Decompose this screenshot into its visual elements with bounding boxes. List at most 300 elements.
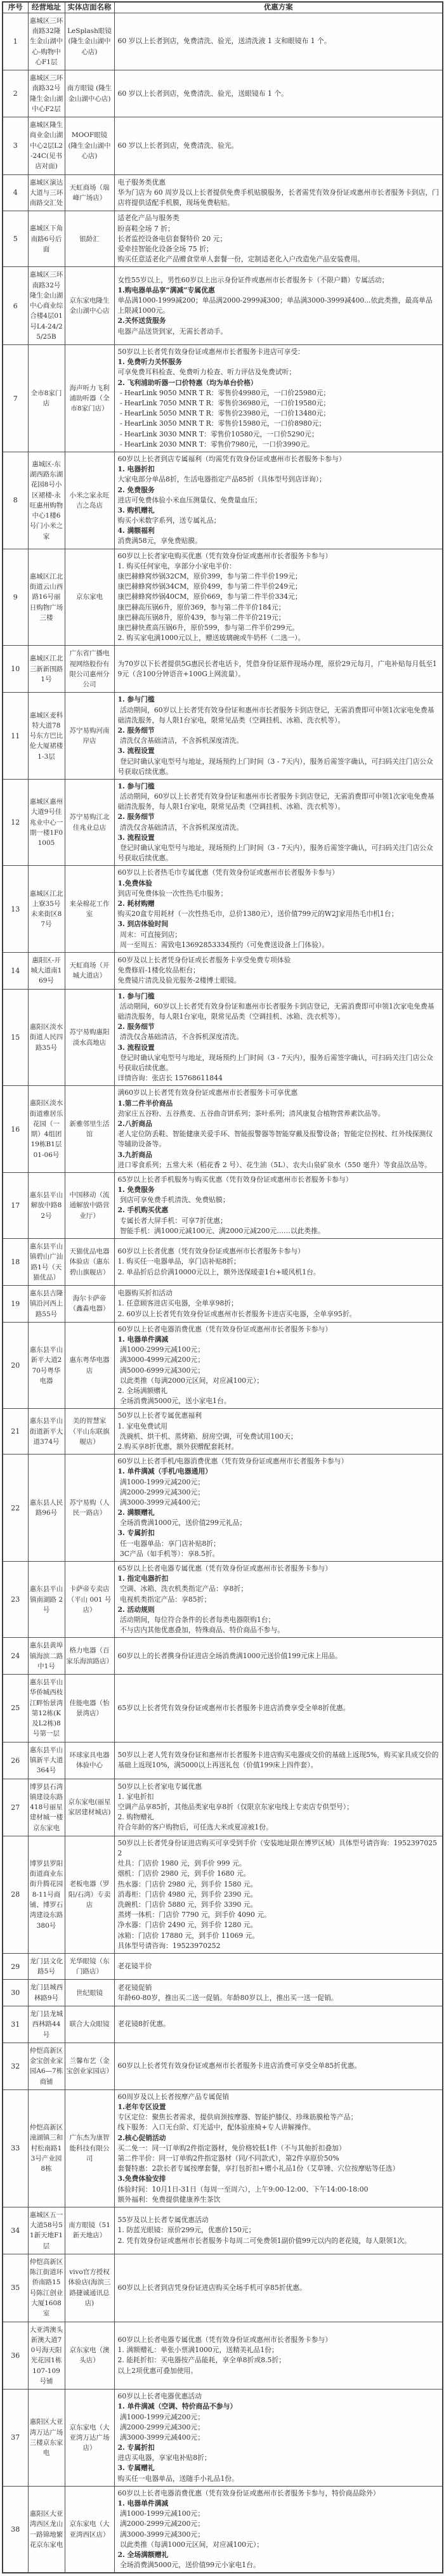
row-index: 28 [3, 1836, 28, 1953]
plan-line: 2. 专属折扣 [117, 2443, 155, 2452]
plan-line: 老人定位防丢鞋、智能健康关爱手环、智能报警器等智能穿戴及报警设备；智能定位拐杖、红外线探测仪等辅助设备等。 [117, 1130, 433, 1149]
plan-line: 满3000-4999元减200元； [117, 1356, 205, 1364]
row-store: 天虹商场（瑞峰广场店） [65, 174, 114, 211]
row-plan [114, 267, 443, 345]
plan-line: 登记时确认家电型号与地址，现场预约上门时间（3 - 7天内），服务后需签字确认，可扫码关注门店公众号获取后续优惠。 [117, 1053, 433, 1073]
table-row [3, 1562, 443, 1638]
plan-line: 满1000-2999元减100元； [117, 1345, 205, 1354]
row-plan [114, 866, 443, 953]
row-plan [114, 452, 443, 549]
table-row [3, 1086, 443, 1173]
table-row [3, 1742, 443, 1779]
table-row [3, 1455, 443, 1562]
plan-line: 购买任意适老化产品赠食堂单人套餐一份，定制适老化入户改造免产品安装费用。 [117, 255, 365, 264]
plan-line: 4. 满额福利 [117, 526, 155, 535]
table-row [3, 2006, 443, 2043]
plan-line: 2. 活动规则 [117, 1605, 155, 1614]
plan-line: 60岁以上长者到店专属福利（均需凭有效身份证或惠州市长者服务卡参与） [117, 454, 346, 463]
row-index: 19 [3, 1286, 28, 1323]
row-address: 惠阳区大亚湾万达广场三楼京东家电 [28, 2390, 65, 2487]
plan-line: 女性55岁以上，男性60岁以上出示身份证件或惠州市长者服务卡（不限户籍）专属活动； [117, 275, 389, 284]
plan-line: 符合年龄的客户购物后，可任选大米或夏凉被1份。 [117, 1823, 273, 1832]
plan-line: 为70岁以下长者提供5G惠民长者电话卡，凭借身份证原件现场办理，原价29元每月，广电补贴每月低至19元（含100分钟语音+100G上网流量）。 [117, 659, 437, 678]
plan-line: 1. 家电折扣 [117, 1792, 154, 1801]
row-index: 9 [3, 549, 28, 646]
plan-line: 2. 购物赠礼 [117, 1813, 154, 1822]
row-address: 惠城区惠州大道9号佳兆业中心一期一楼1F01005 [28, 779, 65, 866]
table-row [3, 2486, 443, 2573]
plan-line: 3. 流程设置 [117, 833, 155, 842]
table-row [3, 779, 443, 866]
plan-line: 2.八折商品 [117, 1119, 152, 1128]
plan-line: 65岁以上长者凭有效身份证或惠州市长者服务卡进店消费享受全单8折优惠。 [117, 1703, 350, 1712]
table-row [3, 989, 443, 1086]
plan-line: 满2000-2999元减300元； [117, 2422, 205, 2431]
plan-line: 进店可免费体验小米血压测量仪、免费量血压； [117, 495, 262, 504]
plan-line: 清洗仅含基础清洁，不含拆机深度清洗。 [117, 823, 244, 832]
plan-line: 2. 飞利浦助听器一口价特惠（均为单台价格） [117, 378, 258, 387]
row-store: 天虹商场（开城大道店） [65, 952, 114, 989]
row-store: 广东省广播电视网络股份有限公司惠州分公司 [65, 646, 114, 693]
table-row [3, 345, 443, 452]
plan-line: 周末：可直接到店； [117, 930, 182, 939]
plan-line: 2. 单品折后总价满10000元以上，额外送保暖壶1台+暖风机1台。 [117, 1267, 320, 1276]
row-address: 惠城区三环南路32号隆生金山湖中心商业综合楼4层01号L4-24/25/25B [28, 267, 65, 345]
row-index: 30 [3, 1980, 28, 2006]
row-store: 南方眼镜（51新天地店） [65, 2207, 114, 2254]
plan-line: 长者监控设备电信套餐特价 20 元； [117, 234, 227, 243]
row-plan [114, 779, 443, 866]
plan-line: 1. 指定电器折扣 [117, 1574, 169, 1583]
row-index: 37 [3, 2390, 28, 2487]
plan-line: 50岁以上长者凭有效身份证或惠州市长者服务卡进店可享受： [117, 348, 304, 356]
row-plan [114, 2089, 443, 2207]
plan-line: 2.购买享8折优惠，额外获赠配套耗材。 [117, 1442, 238, 1451]
plan-line: 65岁以上长者电器专属优惠（凭有效身份证或惠州市长者服务卡参与） [117, 1564, 332, 1573]
row-address: 博罗县罗阳街道商业东街升腾花园8-11号商铺、博罗石湾建设东路380号 [28, 1836, 65, 1953]
table-row [3, 1953, 443, 1980]
plan-line: 华为门店为 60 周岁及以上长者提供免费手机贴膜服务，长者需凭有效身份证或惠州市长者服务卡到店，门店将提供适配手机膜，现场免费粘贴。 [117, 188, 439, 207]
plan-line: 专属长者大屏手机：可享7折优惠； [117, 1216, 227, 1225]
row-store: 京东家电 [65, 549, 114, 646]
row-index: 11 [3, 693, 28, 780]
row-plan [114, 117, 443, 174]
row-address: 惠城区隆生商业金山湖中心2层L2-24C(见书店对面) [28, 117, 65, 174]
plan-line: 套餐特惠：2款长者专属按摩套餐，享打包折扣+赠小礼品1份（艾草锤、穴位按摩贴等任选） [117, 2164, 400, 2173]
plan-line: 购买小米数字系列，送专属礼品； [117, 516, 221, 525]
plan-line: 到店可享免费手机清洗、免费贴膜； [117, 1196, 230, 1205]
row-address: 惠城区下角南路6号后面 [28, 211, 65, 267]
plan-line: 60岁以上长者热毛巾专属优惠（凭有效身份证或惠州市长者服务卡参与） [117, 868, 339, 877]
plan-line: 60岁及以上长者凭身份证或长者服务卡享受免费专项体验 [117, 956, 291, 965]
row-index: 22 [3, 1455, 28, 1562]
plan-line: 适老化产品与服务类 [117, 214, 180, 223]
row-address: 惠城区五一大道58号51新天地F1层 [28, 2207, 65, 2254]
plan-line: 满3000-3999元减400元； [117, 2433, 205, 2442]
row-index: 14 [3, 952, 28, 989]
plan-line: 进店买电器，享家电补贴8折； [117, 2454, 211, 2462]
plan-line: 康巴赫蜂窝炒锅40CM，原价669，参与第二件半价334元； [117, 592, 302, 601]
table-row [3, 2390, 443, 2487]
plan-line: 净水器：门店价 2490 元，到手价 1280 元。 [117, 1921, 258, 1930]
plan-line: 1. 免费服务 [117, 1186, 155, 1194]
row-address: 惠城区演达大道与三环南路交汇处 [28, 174, 65, 211]
row-store: 苏宁易购惠阳淡水高地店 [65, 989, 114, 1086]
plan-line: 满2000-2999元减300元； [117, 1487, 205, 1496]
plan-line: 3. 到店体验时间 [117, 920, 169, 929]
row-store: 新雅邻里生活馆 [65, 1086, 114, 1173]
row-plan [114, 1980, 443, 2006]
row-store: 银龄汇 [65, 211, 114, 267]
row-plan [114, 989, 443, 1086]
plan-line: 1.第二件半价商品 [117, 1099, 173, 1108]
plan-line: - HearLink 2030 MNR T：零售价7980元，一口价3990元。 [117, 440, 314, 448]
row-index: 16 [3, 1086, 28, 1173]
plan-line: 3. 流程设置 [117, 1043, 155, 1052]
plan-line: - HearLink 5050 MNR T R：零售价23980元，一口价13480元； [117, 409, 330, 418]
plan-line: 活动期间，每位符合条件的长者每类电器限购1台； [117, 1615, 275, 1624]
plan-line: 第二件半价：同一订单购2件指定器材（同/不同款式），第2件享原价50% [117, 2154, 339, 2162]
plan-line: 康巴赫高压锅6升，原价369，参与第二件半价184元； [117, 603, 285, 611]
plan-line: 全场消费满5000元，送价值99元小家电1台。 [117, 2561, 260, 2570]
table-row [3, 1980, 443, 2006]
row-store: 佳能电器（怡景湾店） [65, 1675, 114, 1742]
plan-line: 爱牵挂智能化设备全场 75 折； [117, 244, 213, 253]
row-address: 惠东县平山华侨城西枝江畔怡景湾第12栋(K及L2栋)8号第一层 [28, 1675, 65, 1742]
plan-line: 满1000-1999元减200元； [117, 2412, 205, 2421]
plan-line: - HearLink 3050 MNR T R：零售价15980元，一口价8980元； [117, 419, 326, 428]
row-address: 龙门县龙城西林路44号 [28, 2006, 65, 2043]
plan-line: 详情咨询：张店长 15768611844 [117, 1074, 223, 1083]
row-store: 美的智慧家（平山东联旗舰店） [65, 1409, 114, 1455]
row-index: 32 [3, 2043, 28, 2089]
row-index: 31 [3, 2006, 28, 2043]
plan-line: 额外福利：免费提供健康养生茶饮 [117, 2195, 221, 2204]
plan-line: 60周岁及以上长者按摩产品专属促销 [117, 2092, 230, 2101]
plan-line: 2. 服务细节 [117, 813, 155, 821]
table-row [3, 1409, 443, 1455]
plan-line: 消毒柜：门店价 4980 元，到手价 2390 元。 [117, 1890, 258, 1899]
row-store: 京东家电（澳头店） [65, 2322, 114, 2390]
row-address: 惠东县人民路96号 [28, 1455, 65, 1562]
plan-line: 1. 购买任一电器单品，享门店补贴8折； [117, 1257, 240, 1266]
plan-line: - HearLink 7050 MNR T R：零售价36980元，一口价19580元； [117, 399, 330, 408]
plan-line: 以上2项优惠可叠加使用。 [117, 2366, 198, 2375]
row-plan [114, 1779, 443, 1836]
row-index: 13 [3, 866, 28, 953]
row-store: 海尔卡萨帝（鑫淼电器） [65, 1286, 114, 1323]
plan-line: 1. 电器单件满减 [117, 1335, 169, 1344]
row-index: 33 [3, 2089, 28, 2207]
table-row [3, 2207, 443, 2254]
column-header-address: 经营地址 [28, 2, 65, 13]
row-index: 23 [3, 1562, 28, 1638]
table-row [3, 1286, 443, 1323]
column-header-store: 实体店面名称 [65, 2, 114, 13]
plan-line: 1. 购买任何家电，享部分小家电半价： [117, 561, 236, 570]
row-plan [114, 646, 443, 693]
plan-line: 满1000-1999元减200元； [117, 1477, 205, 1486]
row-address: 惠阳区淡水街道雅居乐花园（一期）4组团19栋B1层01-06号 [28, 1086, 65, 1173]
column-header-no: 序号 [3, 2, 28, 13]
row-index: 12 [3, 779, 28, 866]
plan-line: 1. 参与门槛 [117, 991, 155, 1000]
plan-line: 60岁以上长者到店凭身份证进店购买全场手机可享85折优惠。 [117, 2283, 306, 2292]
plan-line: 以此类推（每满1000元区间，对应减100元）； [117, 2540, 264, 2549]
plan-line: 满1000-1999元减100元； [117, 2509, 205, 2518]
table-row [3, 211, 443, 267]
plan-line: 登记时确认家电型号与地址，现场预约上门时间（3 - 7天内），服务后需签字确认，可扫码关注门店公众号获取后续优惠。 [117, 844, 433, 863]
row-store: 老板电器（罗阳/石湾）专卖店 [65, 1836, 114, 1953]
row-address: 博罗县石湾镇建设东路418号丽星建材城一楼京东家电 [28, 1779, 65, 1836]
table-row [3, 2322, 443, 2390]
table-row [3, 2254, 443, 2322]
plan-line: 1. 防蓝光眼镜：原价299元，优惠价150元； [117, 2226, 256, 2235]
plan-line: 满60岁以上长者凭有效身份证或惠州市长者服务卡可享优惠 [117, 1089, 298, 1097]
row-plan [114, 1742, 443, 1779]
plan-line: 2. 全场满额赠礼 [117, 2550, 169, 2559]
table-row [3, 267, 443, 345]
table-row [3, 549, 443, 646]
row-address: 龙门县文化路5号 [28, 1953, 65, 1980]
plan-line: 50岁以上长者专属优惠福利 [117, 1411, 202, 1420]
row-plan [114, 2043, 443, 2089]
row-index: 7 [3, 345, 28, 452]
row-store: 广东杰为康智能科技有限公司 [65, 2089, 114, 2207]
row-plan [114, 1286, 443, 1323]
plan-line: 购买任一电器单品，送随手小礼品1份。 [117, 2474, 238, 2483]
row-plan [114, 1322, 443, 1409]
plan-line: 2. 服务细节 [117, 1023, 155, 1031]
plan-line: 专区定位：聚焦长者需求，提供肩颈按摩器、智能护膝仪、珍珠筋膜枪等产品； [117, 2113, 358, 2122]
row-store: 光华眼镜（东门路店） [65, 1953, 114, 1980]
plan-line: 康巴赫高压锅8升，原价439，参与第二件半价219元； [117, 613, 285, 622]
plan-line: 买二免一：同一订单购2件指定器材，免价格较低1件（不与其他折扣叠加） [117, 2143, 346, 2152]
table-row [3, 2089, 443, 2207]
row-store: 联合大众眼镜 [65, 2006, 114, 2043]
row-index: 35 [3, 2254, 28, 2322]
plan-line: 满5000-6999元减300元； [117, 1366, 205, 1375]
row-store: 格力电器（百家乐海滨路店） [65, 1638, 114, 1675]
plan-line: 活动期间，60岁以上长者凭有效身份证和惠州市长者服务卡到店登记，无需消费即可申领1次家电免费基础清洗服务，每人限1台家电，限常见品类（空调挂机、冰箱、洗衣机等）。 [117, 705, 434, 724]
row-address: 仲恺高新区金宝创业家园A6—7栋商铺 [28, 2043, 65, 2089]
row-index: 17 [3, 1172, 28, 1238]
table-row [3, 952, 443, 989]
row-plan [114, 2486, 443, 2573]
table-row [3, 1638, 443, 1675]
row-plan [114, 13, 443, 70]
plan-line: 热水器：门店价 2980 元，到手价 1580 元。 [117, 1880, 258, 1888]
row-store: 京东家电(丽星家居建材城店) [65, 1779, 114, 1836]
plan-line: 冰箱：门店价 17880 元，到手价 11069 元。 [117, 1931, 259, 1940]
row-store: 海声听力飞利浦助听器（全市8家门店） [65, 345, 114, 452]
plan-line: 清洗仅含基础清洁，不含拆机深度清洗。 [117, 1033, 244, 1042]
row-plan [114, 1409, 443, 1455]
plan-line: - HearLink 3030 MNR T：零售价10580元，一口价5290元； [117, 429, 318, 438]
row-address: 全市8家门店 [28, 345, 65, 452]
row-address: 惠城区麦科特大道78号东方巴比伦大厦裙楼1-3层 [28, 693, 65, 780]
row-store: 中国移动（流通解放中路营业厅） [65, 1172, 114, 1238]
table-row [3, 452, 443, 549]
plan-line: 登记时确认家电型号与地址，现场预约上门时间（3 - 7天内），服务后需签字确认，可扫码关注门店公众号获取后续优惠。 [117, 757, 433, 776]
row-plan [114, 2390, 443, 2487]
row-plan [114, 70, 443, 117]
table-row [3, 13, 443, 70]
table-row [3, 117, 443, 174]
row-plan [114, 693, 443, 780]
plan-line: 60岁以上长者电器消费优惠（凭有效身份证或惠州市长者服务卡参与） [117, 1324, 332, 1333]
row-index: 18 [3, 1239, 28, 1286]
row-plan [114, 1638, 443, 1675]
row-plan [114, 2322, 443, 2390]
row-store: 京东家电隆生金山湖中心店 [65, 267, 114, 345]
row-plan [114, 1953, 443, 1980]
row-address: 惠东县平山镇南湖路 2 号 [28, 1562, 65, 1638]
plan-line: 60 岁以上长者到店，免费清洗、验光。 [117, 141, 238, 150]
row-store: 环球家具电器体验中心 [65, 1742, 114, 1779]
table-row [3, 1322, 443, 1409]
plan-line: 3. 购机赠礼 [117, 506, 155, 514]
plan-line: 购买20盒专用耗材（一次性热毛巾，总价1380元），送价值799元的W2J家用热毛巾机1台； [117, 910, 398, 919]
table-row [3, 70, 443, 117]
plan-line: 2. 全场满额赠礼 [117, 1387, 168, 1396]
row-plan [114, 2254, 443, 2322]
row-index: 29 [3, 1953, 28, 1980]
plan-line: 电器购买折扣活动 [117, 1289, 173, 1298]
row-plan [114, 174, 443, 211]
row-store: 兰馨布艺（金宝创业家园店） [65, 2043, 114, 2089]
row-store: 小米之家永旺吉之岛店 [65, 452, 114, 549]
plan-line: 活动期间，60岁以上长者凭有效身份证和惠州市长者服务卡到店登记，无需消费即可申领1次家电免费基础清洗服务，每人限1台家电，限常见品类（空调挂机、冰箱、洗衣机等）。 [117, 792, 434, 811]
row-plan [114, 1086, 443, 1173]
plan-line: 电视机类指定产品：享85折； [117, 1595, 211, 1604]
plan-line: 55岁及以上长者专属优惠活动 [117, 2216, 209, 2225]
plan-line: 60岁以上长者电器消费优惠（凭有效身份证或惠州市长者服务卡参与，特价商品除外） [117, 2488, 380, 2497]
plan-line: 免费修眉-1楼化妆品柜台； [117, 966, 200, 975]
plan-line: 50岁以上老人凭有效身份证和惠州市长者服务卡进店购买电器成交价的基础上返现5%，购买家具成交价的基础上返现10%，满5000以上再送礼包（价值199床上四件套）。 [117, 1750, 439, 1770]
row-address: 惠阳区大亚湾西区龙山一路锦地繁花京东家电 [28, 2486, 65, 2573]
row-address: 惠城区江北三新新围路1号 [28, 646, 65, 693]
row-store: vivo官方授权体验店(海滨三路捷诚通讯总店) [65, 2254, 114, 2322]
plan-line: 劲家庄五谷粉、五谷燕麦、五谷曲奇饼系列；茶叶系列；清风康复合植物营养素饮品等。 [117, 1109, 385, 1118]
row-store: 世纪眼镜 [65, 1980, 114, 2006]
plan-line: 2. 耗材购赠 [117, 899, 155, 908]
plan-line: 任一电器单品：享门店补贴8折； [117, 1539, 220, 1548]
table-row [3, 646, 443, 693]
row-address: 仲恺高新区潼湖镇三和村松南路13号产业园8栋 [28, 2089, 65, 2207]
plan-line: 1. 家电免费试用 [117, 1422, 168, 1430]
plan-line: 烟机：门店价 2980 元，到手价 1680 元。 [117, 1869, 251, 1878]
plan-line: 年龄60-80岁，推出买二送一促销。年龄80岁以上，推出买一送一促销。 [117, 1993, 338, 2002]
row-index: 34 [3, 2207, 28, 2254]
row-index: 38 [3, 2486, 28, 2573]
plan-line: 大家电部分单品8折，生活电器指定产品85折（具体型号到店详询）； [117, 475, 326, 484]
row-store: 京东家电（大亚湾万达广场店） [65, 2390, 114, 2487]
plan-line: 50岁以上长者家电专属优惠 [117, 1782, 202, 1791]
row-address: 惠东县平山镇新平大道364号 [28, 1742, 65, 1779]
plan-line: 1. 电器单件满减 [117, 2499, 169, 2508]
row-index: 6 [3, 267, 28, 345]
plan-line: 智能手机：满1000元减100元、满2000元减200元……以此类推。 [117, 1226, 325, 1235]
plan-line: 2. 服务细节 [117, 726, 155, 735]
plan-line: 3.免费体验安排 [117, 2174, 166, 2183]
plan-line: 以此类推（每满2000元区间，对应减100元）； [117, 1376, 264, 1385]
row-plan [114, 549, 443, 646]
plan-line: 到店可免费体验一次性热毛巾服务； [117, 889, 228, 898]
plan-line: 全场消费满1000元，送价值299元礼品； [117, 1519, 247, 1527]
row-address: 惠阳区淡水街道人民四路35号 [28, 989, 65, 1086]
plan-line: 60岁以上的长者携身份证进店全场消费满1000元送价值199元床上用品。 [117, 1651, 342, 1660]
plan-line: 3. 流程设置 [117, 747, 155, 755]
row-index: 10 [3, 646, 28, 693]
plan-line: 单品满1000-1999减200；单品满2000-2999减300；单品满3000-3999减400...依此类推，最高单品上限减1000元。 [117, 296, 433, 315]
row-store: 卡萨帝专卖店（平山 001 号店） [65, 1562, 114, 1638]
plan-line: 电子服务类优惠 [117, 178, 166, 186]
row-address: 惠城区三环南路32号隆生金山湖中心F2层 [28, 70, 65, 117]
plan-line: 康巴赫蜂窝炒锅32CM，原价399，参与第二件半价199元； [117, 572, 302, 581]
plan-line: 可享免费耳科检查、免费听力检查、听力评估及免费试听； [117, 368, 296, 377]
plan-line: 1. 单件满减（手机/电器通用） [117, 1467, 212, 1476]
row-plan [114, 211, 443, 267]
row-address: 大亚湾澳头新澳大道70号海天阳光花园1栋107-109号铺 [28, 2322, 65, 2390]
plan-line: 2. 购买家电满1000元以上，赠送玻璃碗或牛奶杯（二选一）。 [117, 634, 305, 643]
row-plan [114, 345, 443, 452]
row-index: 15 [3, 989, 28, 1086]
plan-line: - HearLink 9050 MNR T R：零售价49980元，一口价25980元； [117, 388, 330, 397]
plan-line: 65岁以上长者手机服务与购买优惠（凭有效身份证或惠州市长者服务卡参与） [117, 1175, 353, 1184]
header-row [3, 2, 443, 13]
row-plan [114, 2006, 443, 2043]
table-row [3, 2043, 443, 2089]
row-plan [114, 952, 443, 989]
plan-line: 3. 专属赠礼 [117, 2464, 155, 2473]
row-address: 惠城区江北街道云山西路16号丽日购物广场三楼 [28, 549, 65, 646]
row-store: MOOF眼镜 (隆生金山湖中心店) [65, 117, 114, 174]
plan-line: 电器产品送货到家，无需长者动手。 [117, 327, 228, 336]
row-address: 惠东县黄埠镇海滨二路中1号 [28, 1638, 65, 1675]
plan-line: 消费满58元，享免费贴膜。 [117, 537, 202, 546]
plan-line: 50岁以上长者凭身份证进店购买可享受到手价（安装地址限在博罗区域）具体型号请咨询：19523970252 [117, 1838, 438, 1858]
table-row [3, 1836, 443, 1953]
row-index: 27 [3, 1779, 28, 1836]
plan-line: 60 岁以上长者到店，免费清洗、验光，送眼镜布 1 个。 [117, 89, 288, 98]
plan-line: 康巴赫快煮高压锅6升，原价599，参与第二件半价299元。 [117, 623, 299, 632]
plan-line: 60岁以上长者家电购买优惠（凭有效身份证或惠州市长者服务卡参与） [117, 551, 332, 560]
table-row [3, 1172, 443, 1238]
plan-line: 1. 满额赠礼：单张小票满1000元，送精美礼品1份； [117, 2346, 278, 2355]
plan-line: 1. 单件满减（空调、特价商品不参与） [117, 2402, 237, 2411]
plan-line: 2. 满额赠礼 [117, 1508, 155, 1517]
plan-line: 蒸烤一体机：门店价 7790 元，到手价 4090 元。 [117, 1911, 271, 1919]
row-index: 1 [3, 13, 28, 70]
row-store: 苏宁易购（人民一路店） [65, 1455, 114, 1562]
table-row [3, 1239, 443, 1286]
plan-line: 1. 任意顾客进店买电器，全单享98折； [117, 1299, 238, 1308]
plan-line: 60岁以上长者电器优惠活动 [117, 2392, 202, 2401]
plan-line: 1. 电器折扣 [117, 465, 155, 474]
offers-table-body [3, 13, 443, 2573]
row-address: 惠东县平山解放中路82号 [28, 1172, 65, 1238]
row-index: 26 [3, 1742, 28, 1779]
table-row [3, 866, 443, 953]
plan-line: 1.购电器单品享“满减”专属优惠 [117, 285, 215, 294]
plan-line: 2. 能耗折扣：买电器按产品能耗，享全单8折或8.5折； [117, 2356, 286, 2365]
plan-line: 2.关怀送货服务 [117, 317, 166, 325]
plan-line: 3.九折商品 [117, 1150, 152, 1159]
plan-line: 进口零食系列；五常大米（稻花香 2 号）、花生油（5L）、农夫山泉矿泉水（550 毫升）等食品饮品等。 [117, 1160, 431, 1169]
row-plan [114, 1239, 443, 1286]
row-store: 苏宁易购江北佳兆业总店 [65, 779, 114, 866]
